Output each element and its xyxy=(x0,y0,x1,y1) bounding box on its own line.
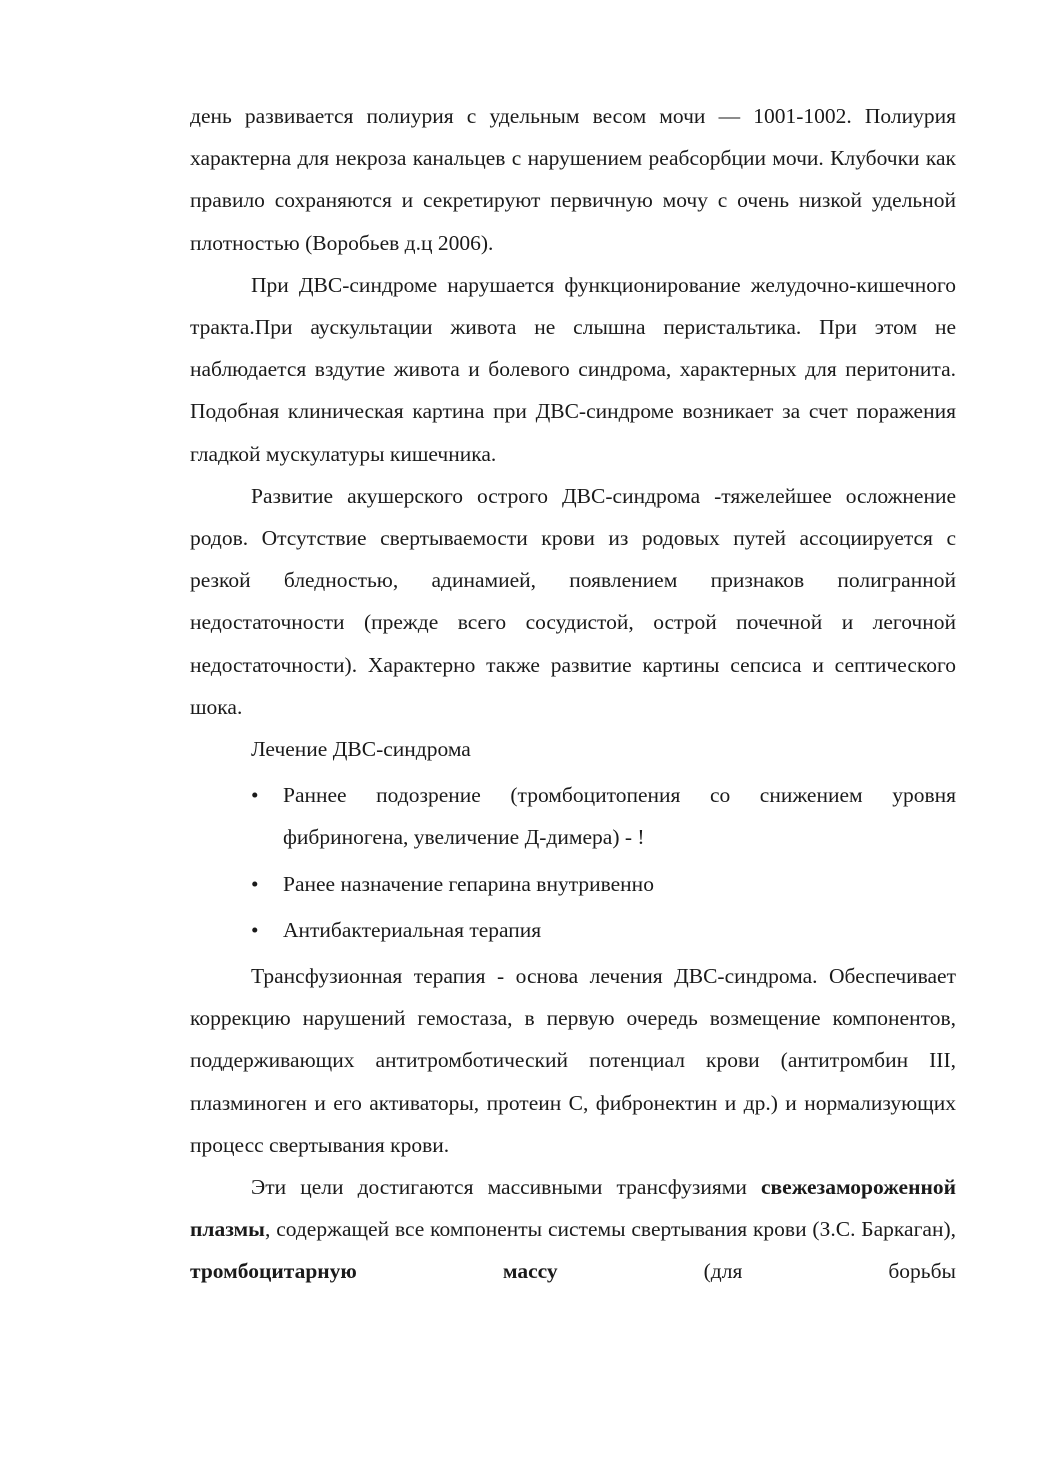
document-body xyxy=(190,95,956,1293)
paragraph-transfusion-therapy: Трансфузионная терапия - основа лечения ДВС-синдрома. Обеспечивает коррекцию нарушений гемостаза, в первую очередь возмещение компонентов, поддерживающих антитромботический потенциал крови (антитромбин III, плазминоген и его активаторы, протеин С, фибронектин и др.) и нормализующих процесс свертывания крови. xyxy=(190,964,956,1157)
paragraph-gastrointestinal: При ДВС-синдроме нарушается функционирование желудочно-кишечного тракта.При аускультации живота не слышна перистальтика. При этом не наблюдается вздутие живота и болевого синдрома, характерных для перитонита. Подобная клиническая картина при ДВС-синдроме возникает за счет поражения гладкой мускулатуры кишечника. xyxy=(190,272,956,466)
list-item-text: Ранее назначение гепарина внутривенно xyxy=(283,871,654,896)
treatment-list xyxy=(190,774,956,951)
paragraph-polyuria: день развивается полиурия с удельным весом мочи — 1001-1002. Полиурия характерна для некроза канальцев с нарушением реабсорбции мочи. Клубочки как правило сохраняются и секретируют первичную мочу с очень низкой удельной плотностью (Воробьев д.ц 2006). xyxy=(190,104,956,255)
bullet-icon: • xyxy=(251,871,259,896)
paragraph-transfusion-goals xyxy=(190,1166,956,1293)
text-span: (для борьбы xyxy=(557,1259,956,1284)
list-item-text: Раннее подозрение (тромбоцитопения со снижением уровня фибриногена, увеличение Д-димера) - ! xyxy=(283,783,956,850)
text-span: Эти цели достигаются массивными трансфузиями xyxy=(251,1175,762,1200)
bold-term-fresh-frozen-plasma: свежезамороженной плазмы xyxy=(190,1175,956,1242)
list-item xyxy=(251,863,956,905)
text-span: , содержащей все компоненты системы свертывания крови (З.С. Баркаган), xyxy=(264,1217,956,1242)
list-item-text: Антибактериальная терапия xyxy=(283,917,542,942)
bold-term-platelet-mass: тромбоцитарную массу xyxy=(190,1259,558,1284)
bullet-icon: • xyxy=(251,783,259,808)
paragraph-obstetric-dic: Развитие акушерского острого ДВС-синдрома -тяжелейшее осложнение родов. Отсутствие свертываемости крови из родовых путей ассоциируется с резкой бледностью, адинамией, появлением признаков полигранной недостаточности (прежде всего сосудистой, острой почечной и легочной недостаточности). Характерно также развитие картины сепсиса и септического шока. xyxy=(190,483,956,719)
section-heading-treatment: Лечение ДВС-синдрома xyxy=(251,737,471,762)
list-item xyxy=(251,909,956,951)
list-item xyxy=(251,774,956,858)
bullet-icon: • xyxy=(251,917,259,942)
